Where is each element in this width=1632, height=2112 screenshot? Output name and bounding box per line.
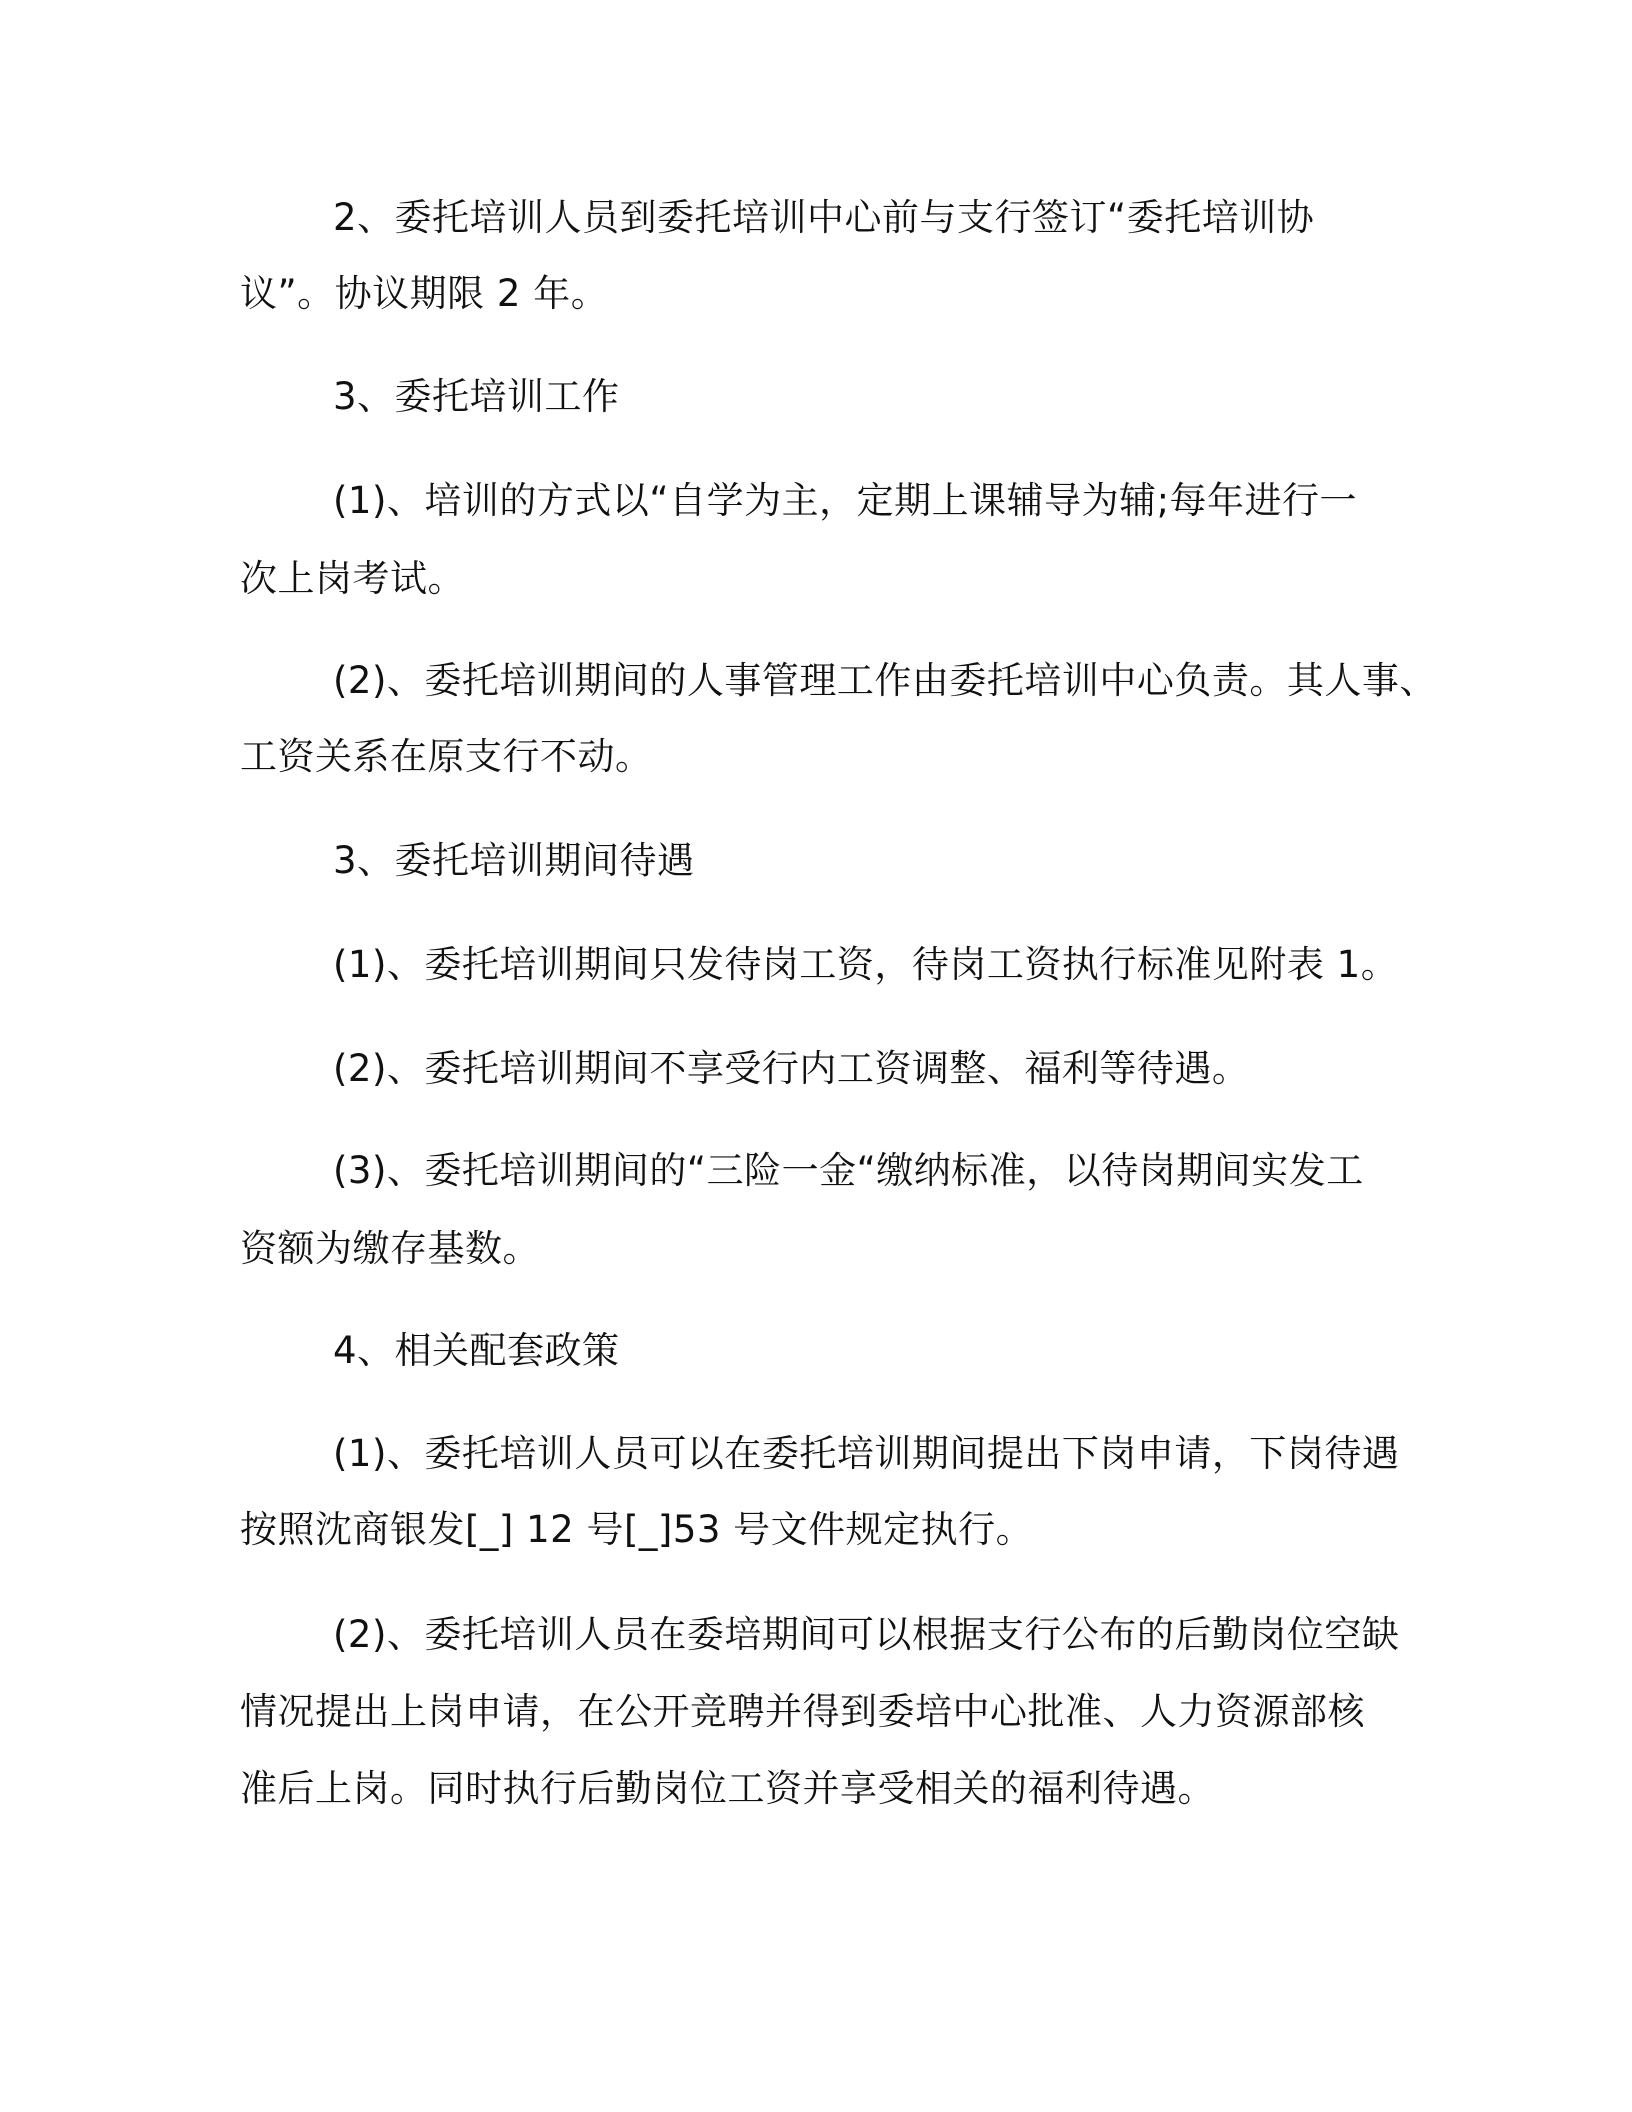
paragraph-line: 准后上岗。同时执行后勤岗位工资并享受相关的福利待遇。 [240, 1767, 1215, 1810]
paragraph-line: (2)、委托培训人员在委培期间可以根据支行公布的后勤岗位空缺 [333, 1613, 1400, 1656]
paragraph-line: (1)、培训的方式以“自学为主，定期上课辅导为辅;每年进行一 [333, 479, 1358, 522]
section-heading: 3、委托培训工作 [333, 375, 620, 418]
paragraph-line: 2、委托培训人员到委托培训中心前与支行签订“委托培训协 [333, 196, 1315, 239]
paragraph-line: 资额为缴存基数。 [240, 1227, 540, 1270]
section-heading: 3、委托培训期间待遇 [333, 839, 695, 882]
paragraph-line: 次上岗考试。 [240, 557, 465, 600]
paragraph-line: 工资关系在原支行不动。 [240, 735, 653, 778]
paragraph-line: (3)、委托培训期间的“三险一金“缴纳标准，以待岗期间实发工 [333, 1149, 1364, 1192]
paragraph-line: 情况提出上岗申请，在公开竞聘并得到委培中心批准、人力资源部核 [240, 1690, 1365, 1733]
section-heading: 4、相关配套政策 [333, 1329, 620, 1372]
paragraph-line: 按照沈商银发[_] 12 号[_]53 号文件规定执行。 [240, 1508, 1034, 1551]
paragraph-line: (1)、委托培训人员可以在委托培训期间提出下岗申请，下岗待遇 [333, 1432, 1400, 1475]
paragraph-line: (2)、委托培训期间不享受行内工资调整、福利等待遇。 [333, 1047, 1250, 1090]
paragraph-line: 议”。协议期限 2 年。 [240, 272, 609, 315]
paragraph-line: (1)、委托培训期间只发待岗工资，待岗工资执行标准见附表 1。 [333, 943, 1399, 986]
paragraph-line: (2)、委托培训期间的人事管理工作由委托培训中心负责。其人事、 [333, 659, 1437, 702]
